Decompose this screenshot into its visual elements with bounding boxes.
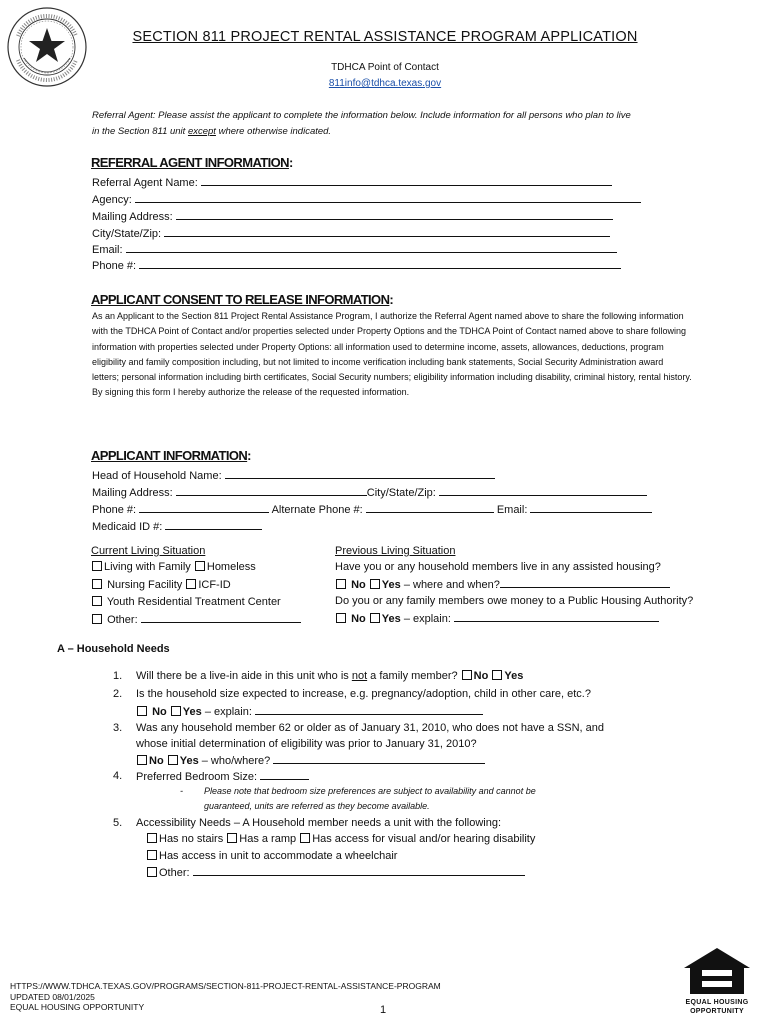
footer-eho: EQUAL HOUSING OPPORTUNITY [10, 1002, 145, 1012]
current-living-row-2: Nursing Facility ICF-ID [91, 579, 231, 591]
referral-city-field[interactable]: City/State/Zip: [92, 227, 610, 240]
youth-rtc-checkbox[interactable] [92, 596, 102, 606]
previous-q2-answer[interactable]: No Yes – explain: [335, 612, 659, 625]
no-stairs-checkbox[interactable] [147, 833, 157, 843]
consent-body: As an Applicant to the Section 811 Project Rental Assistance Program, I authorize the Referral Agent named above to share the following information with the TDHCA Point of Contact and/or properties selected under Property Options and the TDHCA Point of Contact named above to share following information with properties selected under Property Options: all information used to determine income, assets, allowances, deductions, program eligibility and family composition including, but not limited to income verification including bank statements, Social Security Administration award letters; personal information including birth certificates, Social Security numbers; eligibility information including disability, criminal history, rental history. By signing this form I hereby authorize the release of the requested information. [92, 311, 692, 398]
current-living-heading: Current Living Situation [91, 545, 206, 557]
bedroom-note-line-2: guaranteed, units are referred as they become available. [204, 801, 430, 811]
previous-q2: Do you or any family members owe money to a Public Housing Authority? [335, 595, 694, 607]
previous-living-heading: Previous Living Situation [335, 545, 456, 557]
need-5-number: 5. [113, 817, 123, 829]
applicant-heading: APPLICANT INFORMATION: [91, 448, 251, 463]
current-living-row-1: Living with Family Homeless [91, 561, 256, 573]
need-3-no-checkbox[interactable] [137, 755, 147, 765]
icf-id-checkbox[interactable] [186, 579, 196, 589]
referral-agency-field[interactable]: Agency: [92, 193, 641, 206]
current-other-checkbox[interactable] [92, 614, 102, 624]
referral-heading: REFERRAL AGENT INFORMATION: [91, 155, 293, 170]
page-title: SECTION 811 PROJECT RENTAL ASSISTANCE PROGRAM APPLICATION [132, 29, 638, 45]
need-3-number: 3. [113, 722, 123, 734]
need-1-yes-checkbox[interactable] [492, 670, 502, 680]
need-1-no-checkbox[interactable] [462, 670, 472, 680]
previous-q1-yes-checkbox[interactable] [370, 579, 380, 589]
head-of-household-field[interactable]: Head of Household Name: [92, 469, 495, 482]
need-3-yes-checkbox[interactable] [168, 755, 178, 765]
need-4-number: 4. [113, 770, 123, 782]
referral-phone-field[interactable]: Phone #: [92, 259, 621, 272]
intro-line-1: Referral Agent: Please assist the applicant to complete the information below. Include information for all persons who plan to live [92, 110, 631, 121]
accessibility-other-checkbox[interactable] [147, 867, 157, 877]
applicant-mailing-field[interactable]: Mailing Address: City/State/Zip: [92, 486, 647, 499]
need-2-number: 2. [113, 688, 123, 700]
need-1-number: 1. [113, 670, 123, 682]
need-3-question-cont: whose initial determination of eligibility was prior to January 31, 2010? [136, 738, 477, 750]
need-3-answer[interactable]: No Yes – who/where? [136, 754, 485, 767]
applicant-phone-field[interactable]: Phone #: Alternate Phone #: Email: [92, 503, 652, 516]
referral-mailing-field[interactable]: Mailing Address: [92, 210, 613, 223]
medicaid-id-field[interactable]: Medicaid ID #: [92, 520, 262, 533]
previous-q1-answer[interactable]: No Yes – where and when? [335, 578, 670, 591]
eho-logo-line-1: EQUAL HOUSING [685, 999, 749, 1006]
footer-url: HTTPS://WWW.TDHCA.TEXAS.GOV/PROGRAMS/SECTION-811-PROJECT-RENTAL-ASSISTANCE-PROGRAM [10, 981, 441, 991]
eho-logo-line-2: OPPORTUNITY [690, 1008, 744, 1015]
wheelchair-checkbox[interactable] [147, 850, 157, 860]
living-with-family-checkbox[interactable] [92, 561, 102, 571]
need-2-question: Is the household size expected to increase, e.g. pregnancy/adoption, child in other care, etc.? [136, 688, 591, 700]
homeless-checkbox[interactable] [195, 561, 205, 571]
need-2-yes-checkbox[interactable] [171, 706, 181, 716]
accessibility-other-field[interactable]: Other: [146, 866, 525, 879]
equal-housing-house-icon [682, 946, 752, 996]
bedroom-note-dash: - [180, 786, 183, 796]
referral-name-field[interactable]: Referral Agent Name: [92, 176, 612, 189]
need-2-no-checkbox[interactable] [137, 706, 147, 716]
previous-q2-yes-checkbox[interactable] [370, 613, 380, 623]
poc-label: TDHCA Point of Contact [331, 62, 439, 73]
need-5-question: Accessibility Needs – A Household member needs a unit with the following: [136, 817, 502, 829]
intro-line-2: in the Section 811 unit except where otherwise indicated. [92, 126, 332, 137]
nursing-facility-checkbox[interactable] [92, 579, 102, 589]
accessibility-row-2: Has access in unit to accommodate a wheelchair [146, 850, 397, 862]
bedroom-size-field[interactable]: Preferred Bedroom Size: [136, 770, 309, 783]
need-2-answer[interactable]: No Yes – explain: [136, 705, 483, 718]
previous-q1-no-checkbox[interactable] [336, 579, 346, 589]
page-number: 1 [380, 1004, 387, 1016]
bedroom-note-line-1: Please note that bedroom size preferences are subject to availability and cannot be [204, 786, 536, 796]
household-needs-heading: A – Household Needs [57, 643, 170, 655]
current-living-other-field[interactable]: Other: [91, 613, 301, 626]
accessibility-row-1: Has no stairs Has a ramp Has access for visual and/or hearing disability [146, 833, 535, 845]
footer-updated: UPDATED 08/01/2025 [10, 992, 95, 1002]
tdhca-seal-logo [6, 6, 88, 88]
need-3-question: Was any household member 62 or older as of January 31, 2010, who does not have a SSN, and [136, 722, 604, 734]
visual-hearing-checkbox[interactable] [300, 833, 310, 843]
referral-email-field[interactable]: Email: [92, 243, 617, 256]
consent-heading: APPLICANT CONSENT TO RELEASE INFORMATION: [91, 292, 394, 307]
previous-q2-no-checkbox[interactable] [336, 613, 346, 623]
current-living-row-3: Youth Residential Treatment Center [91, 596, 281, 608]
previous-q1: Have you or any household members live in any assisted housing? [335, 561, 661, 573]
need-1-question[interactable]: Will there be a live-in aide in this unit who is not a family member? No Yes [136, 670, 524, 682]
poc-email-link[interactable]: 811info@tdhca.texas.gov [328, 78, 442, 89]
ramp-checkbox[interactable] [227, 833, 237, 843]
